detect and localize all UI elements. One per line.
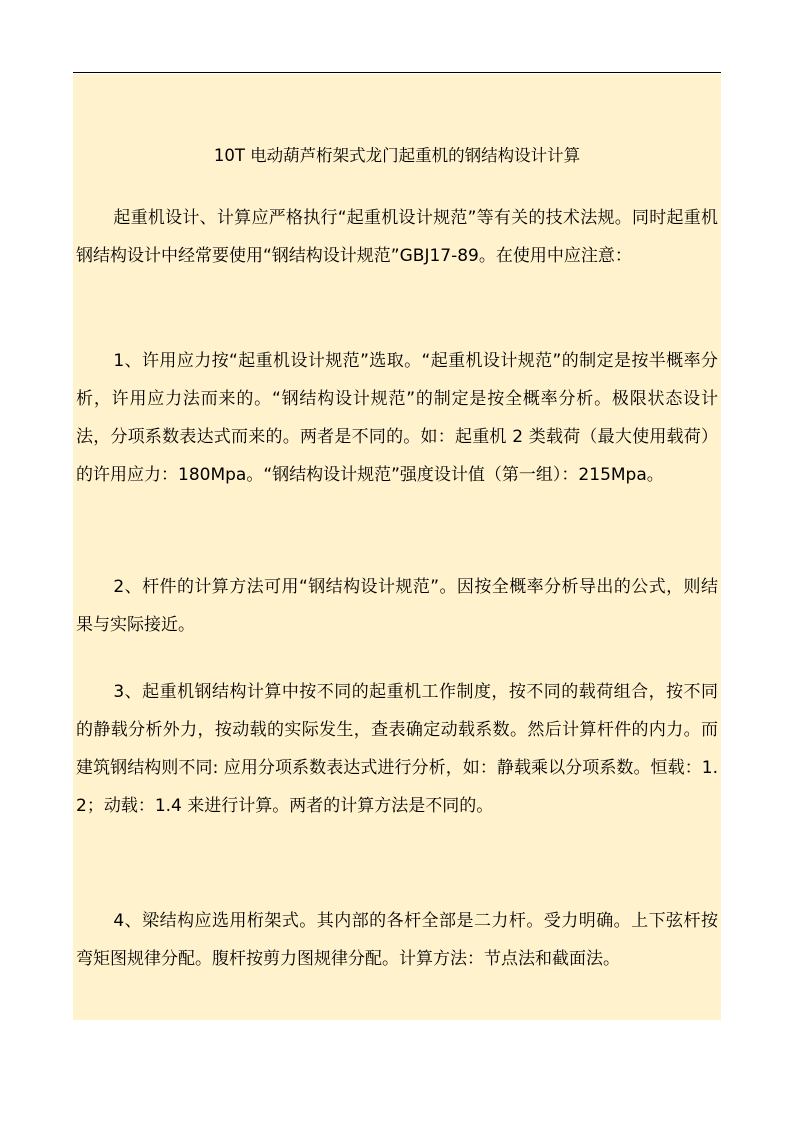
header-rule [73, 72, 721, 73]
point-1-paragraph: 1、许用应力按“起重机设计规范”选取。“起重机设计规范”的制定是按半概率分析，许用应力法而来的。“钢结构设计规范”的制定是按全概率分析。极限状态设计法，分项系数表达式而来的。两者是不同的。如：起重机 2 类载荷（最大使用载荷）的许用应力：180Mpa。“钢结构设计规范”强度设计值（第一组）：215Mpa。 [76, 351, 718, 485]
point-4-paragraph: 4、梁结构应选用桁架式。其内部的各杆全部是二力杆。受力明确。上下弦杆按弯矩图规律分配。腹杆按剪力图规律分配。计算方法：节点法和截面法。 [76, 911, 718, 969]
point-3-paragraph: 3、起重机钢结构计算中按不同的起重机工作制度，按不同的载荷组合，按不同的静载分析外力，按动载的实际发生，查表确定动载系数。然后计算杆件的内力。而建筑钢结构则不同: 应用分项系数表达式进行分析，如：静载乘以分项系数。恒载：1.2；动载：1.4 来进行计算。两者的计算方法是不同的。 [76, 682, 718, 816]
intro-paragraph: 起重机设计、计算应严格执行“起重机设计规范”等有关的技术法规。同时起重机钢结构设计中经常要使用“钢结构设计规范”GBJ17-89。在使用中应注意： [76, 208, 718, 266]
document-title: 10T 电动葫芦桁架式龙门起重机的钢结构设计计算 [213, 146, 581, 165]
point-2-paragraph: 2、杆件的计算方法可用“钢结构设计规范”。因按全概率分析导出的公式，则结果与实际接近。 [76, 577, 718, 635]
highlighted-content-panel [73, 74, 721, 1020]
